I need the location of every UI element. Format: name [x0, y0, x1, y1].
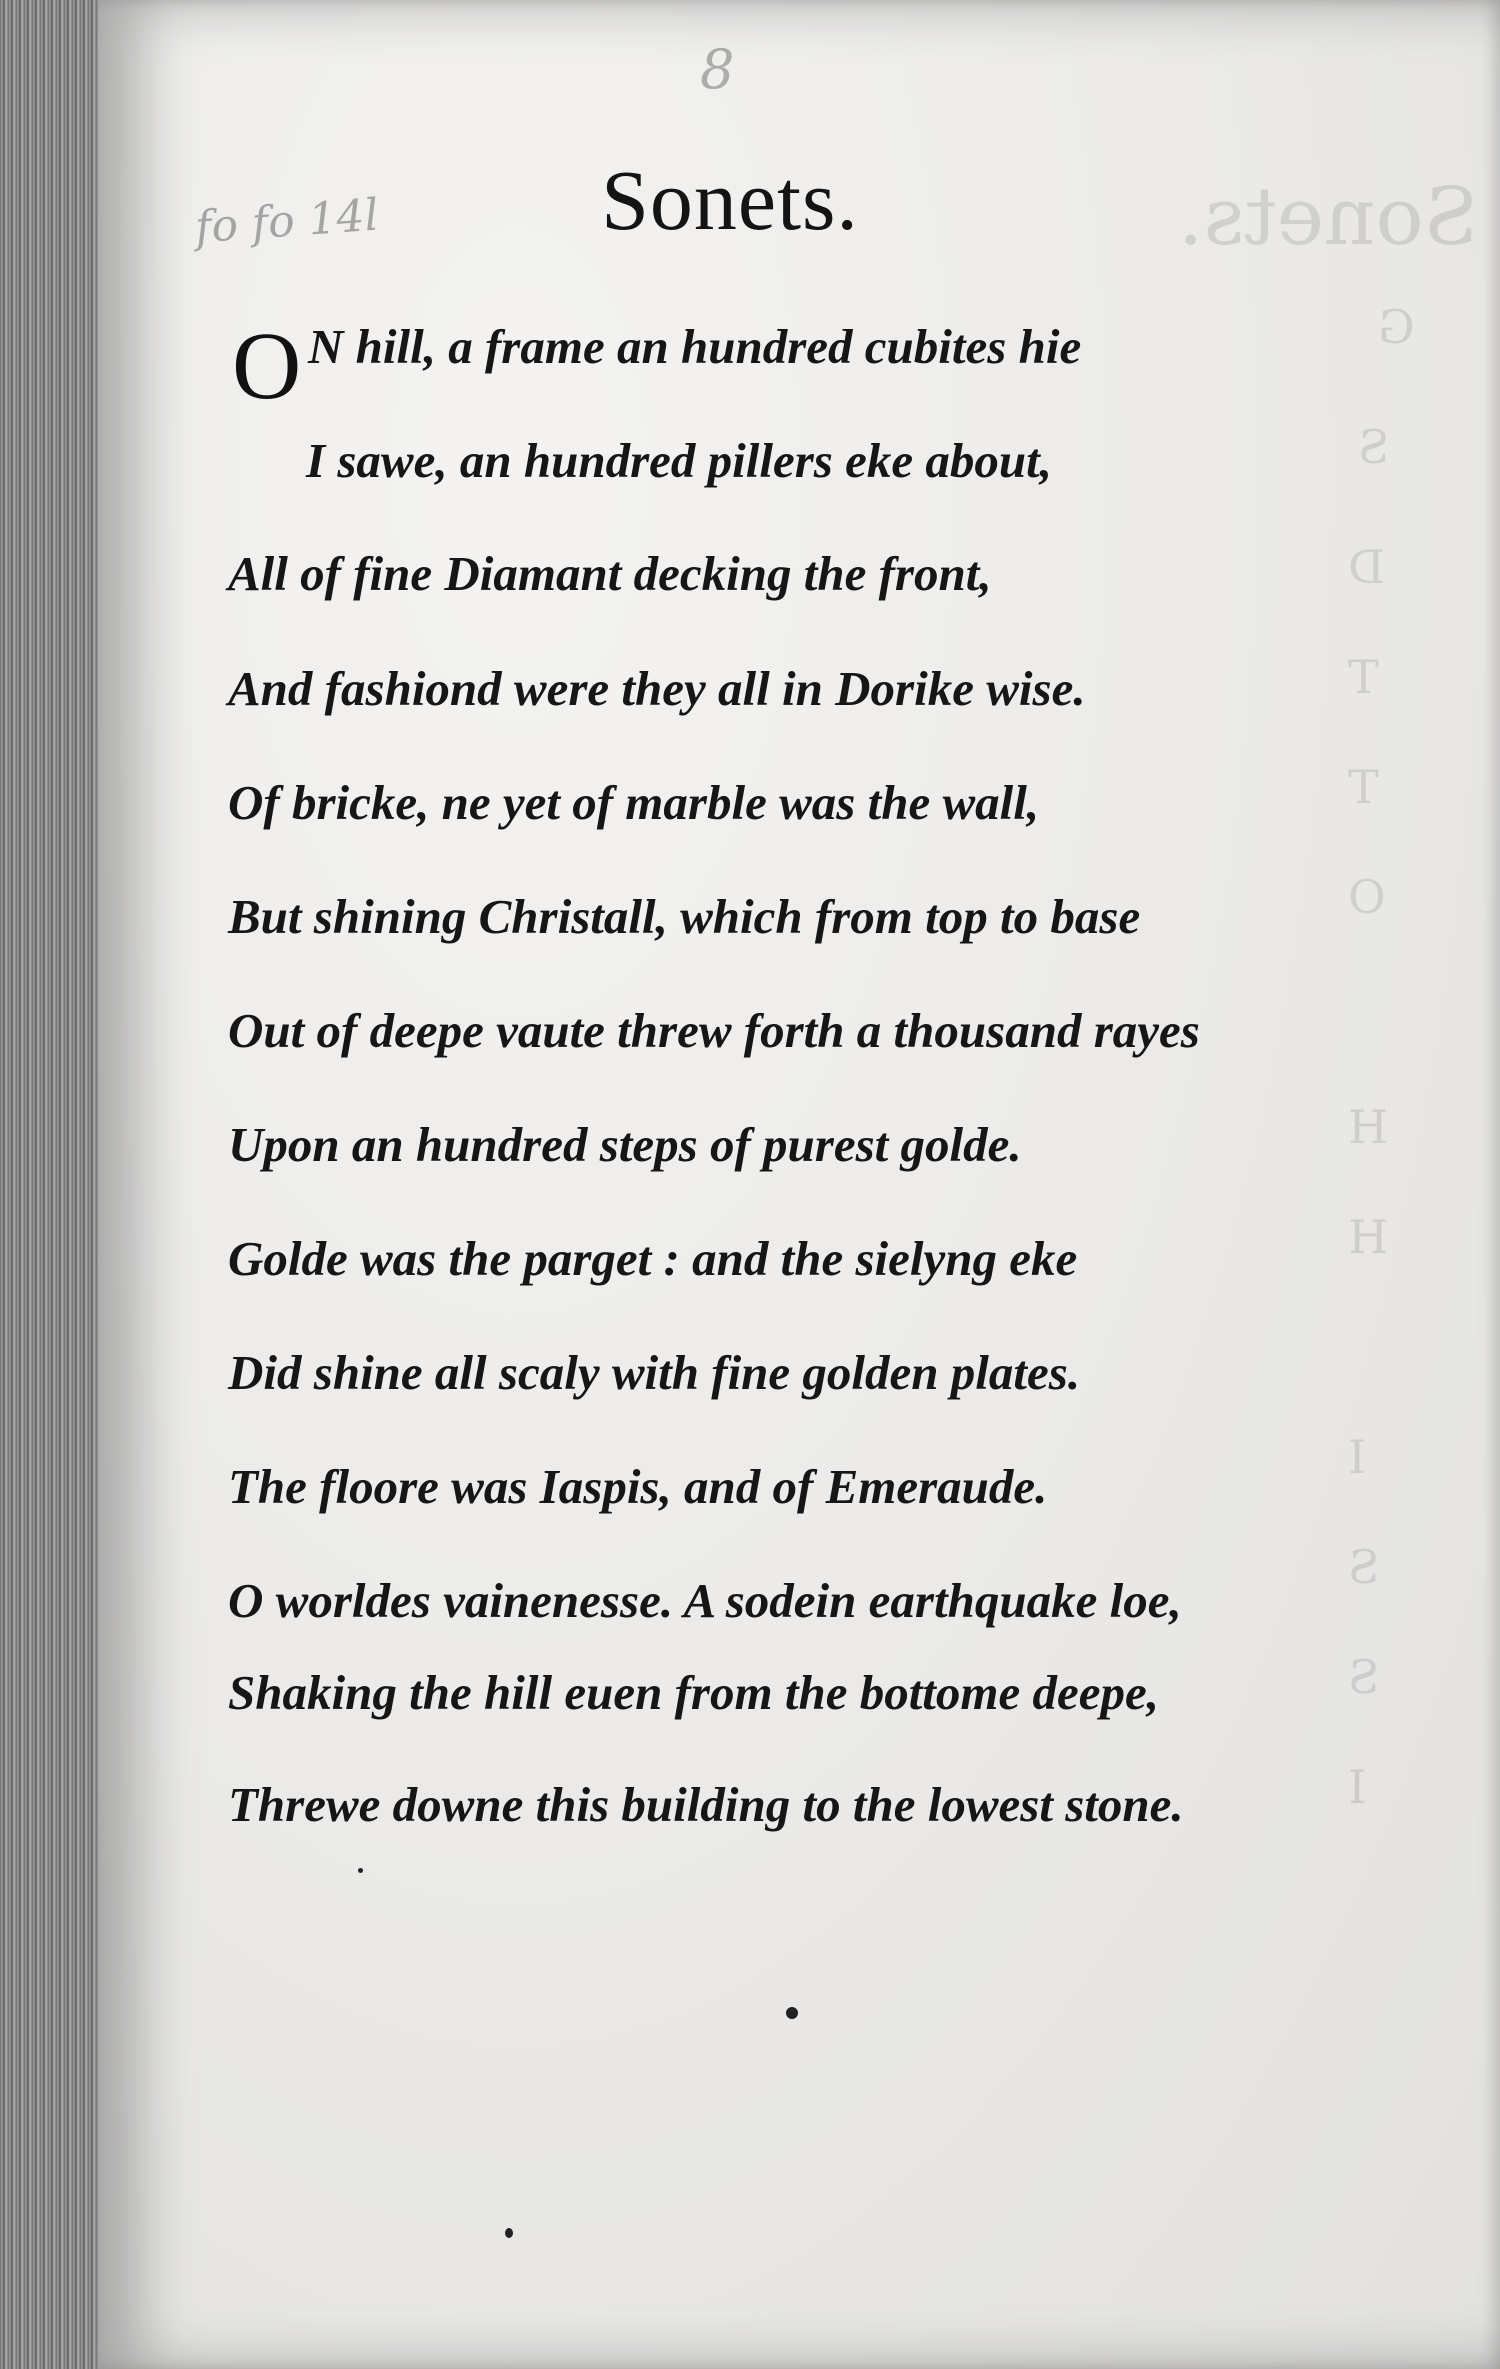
pencil-mark-margin: fo fo 14l	[193, 189, 381, 254]
poem-line: I sawe, an hundred pillers eke about,	[306, 433, 1052, 488]
poem-line: Shaking the hill euen from the bottome deepe,	[228, 1665, 1160, 1720]
ink-speck	[786, 2007, 798, 2019]
show-through-text: S	[1348, 1650, 1380, 1704]
show-through-text: S	[1358, 420, 1390, 474]
show-through-text: H	[1348, 1210, 1389, 1264]
page-title: Sonets.	[601, 152, 859, 248]
poem-line: Did shine all scaly with fine golden plates.	[228, 1345, 1081, 1400]
poem-line: Threwe downe this building to the lowest stone.	[228, 1777, 1184, 1832]
show-through-text: T	[1348, 650, 1379, 704]
show-through-text: S	[1348, 1540, 1380, 1594]
book-page-edges	[0, 0, 98, 2369]
poem-line: All of fine Diamant decking the front,	[228, 546, 992, 601]
ink-speck	[505, 2228, 513, 2238]
pencil-mark-top: 8	[700, 38, 735, 101]
show-through-text: Sonets.	[1178, 170, 1479, 263]
show-through-text: D	[1348, 540, 1385, 594]
show-through-text: T	[1348, 760, 1379, 814]
show-through-text: H	[1348, 1100, 1389, 1154]
ink-speck	[358, 1868, 363, 1873]
show-through-text: I	[1348, 1430, 1367, 1484]
poem-line: Golde was the parget : and the sielyng eke	[228, 1231, 1078, 1286]
show-through-text: I	[1348, 1760, 1367, 1814]
show-through-text: O	[1348, 870, 1386, 924]
poem-line: Out of deepe vaute threw forth a thousand rayes	[228, 1003, 1200, 1058]
poem-line: And fashiond were they all in Dorike wise.	[228, 661, 1086, 716]
poem-line: Of bricke, ne yet of marble was the wall,	[228, 775, 1040, 830]
poem-line: N hill, a frame an hundred cubites hie	[308, 319, 1082, 374]
poem-line: Upon an hundred steps of purest golde.	[228, 1117, 1022, 1172]
poem-line: But shining Christall, which from top to base	[228, 889, 1141, 944]
poem-line: The floore was Iaspis, and of Emeraude.	[228, 1459, 1048, 1514]
drop-capital: O	[232, 312, 302, 419]
show-through-text: G	[1378, 300, 1415, 354]
poem-line: O worldes vainenesse. A sodein earthquake loe,	[228, 1573, 1182, 1628]
